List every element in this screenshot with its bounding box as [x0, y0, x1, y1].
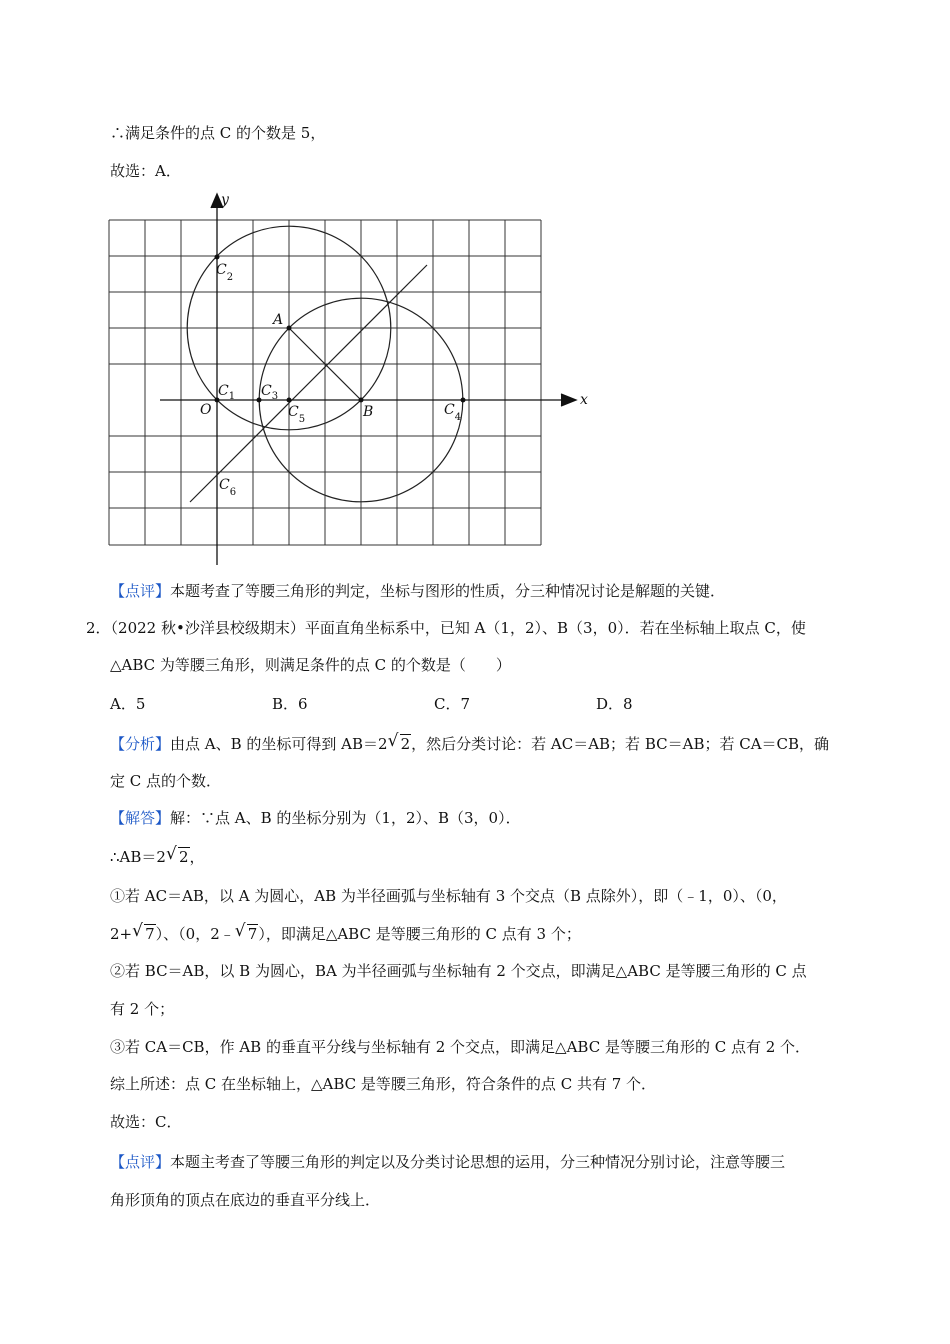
analysis-line1	[110, 733, 829, 755]
label-c1: $C_1$	[218, 383, 236, 402]
label-c6: $C_6$	[219, 477, 237, 498]
label-c3: $C_3$	[261, 383, 279, 402]
axis-y-label: y	[221, 192, 229, 208]
comment2-line2: 角形顶角的顶点在底边的垂直平分线上．	[110, 1191, 381, 1209]
question2-line1: 2．（2022 秋•沙洋县校级期末）平面直角坐标系中，已知 A（1，2）、B（3，0）．若在坐标轴上取点 C，使	[86, 619, 806, 637]
sqrt-symbol: √ 7	[234, 921, 258, 943]
point-c5	[287, 398, 292, 403]
case1-a: 2+	[110, 925, 133, 943]
sqrt-symbol: √ 7	[132, 921, 155, 943]
analysis-post: ，然后分类讨论：若 AC＝AB；若 BC＝AB；若 CA＝CB，确	[411, 735, 830, 753]
point-a	[287, 326, 292, 331]
case2-line2: 有 2 个；	[110, 1000, 175, 1018]
summary-line: 综上所述：点 C 在坐标轴上，△ABC 是等腰三角形，符合条件的点 C 共有 7 个．	[110, 1075, 657, 1093]
label-a: A	[273, 312, 284, 328]
choice-d: D．8	[596, 695, 633, 713]
choice-a: A．5	[110, 695, 146, 713]
comment2-text: 本题主考查了等腰三角形的判定以及分类讨论思想的运用，分三种情况分别讨论，注意等腰三	[170, 1153, 786, 1171]
question2-line2: △ABC 为等腰三角形，则满足条件的点 C 的个数是（ ）	[110, 656, 511, 674]
point-c4	[461, 398, 466, 403]
analysis-pre: 由点 A、B 的坐标可得到 AB＝2	[170, 735, 388, 753]
solution-intro	[110, 807, 521, 829]
analysis-line2: 定 C 点的个数．	[110, 772, 222, 790]
comment1-tag: 【点评】	[110, 582, 171, 600]
label-b: B	[363, 404, 374, 420]
sqrt-radicand: 7	[247, 925, 258, 943]
sqrt-symbol: √ 2	[165, 844, 189, 866]
comment1-text: 本题考查了等腰三角形的判定，坐标与图形的性质，分三种情况讨论是解题的关键．	[170, 582, 726, 600]
case1-line1: ①若 AC＝AB，以 A 为圆心，AB 为半径画弧与坐标轴有 3 个交点（B 点除外），即（﹣1，0）、（0，	[110, 887, 787, 905]
comment1-paragraph	[110, 580, 725, 602]
labels	[200, 192, 588, 498]
case1-c: ），即满足△ABC 是等腰三角形的 C 点有 3 个；	[258, 925, 581, 943]
case1-line2	[110, 923, 581, 945]
solution-tag: 【解答】	[110, 809, 171, 827]
point-c2	[215, 255, 220, 260]
sqrt-radicand: 2	[400, 735, 411, 753]
solution-intro-text: 解：∵点 A、B 的坐标分别为（1，2）、B（3，0）．	[170, 809, 521, 827]
label-c5: $C_5$	[288, 404, 306, 425]
ab-pre: ∴AB＝2	[110, 848, 166, 866]
choice-b: B．6	[272, 695, 308, 713]
axis-x-label: x	[580, 392, 588, 408]
solution-answer: 故选：C．	[110, 1113, 182, 1131]
choice-c: C．7	[434, 695, 471, 713]
axes	[160, 194, 576, 565]
sqrt-symbol: √ 2	[387, 731, 411, 753]
label-c4: $C_4$	[444, 402, 462, 423]
grid	[109, 220, 541, 545]
analysis-tag: 【分析】	[110, 735, 171, 753]
label-c2: $C_2$	[216, 262, 234, 283]
question2-choices	[110, 693, 758, 715]
point-b	[359, 398, 364, 403]
conclusion-text: ∴满足条件的点 C 的个数是 5，	[110, 124, 326, 142]
sqrt-radicand: 7	[145, 925, 155, 943]
case1-b: ）、（0，2﹣	[155, 925, 235, 943]
origin-label: O	[200, 402, 212, 418]
answer-text: 故选：A．	[110, 162, 181, 180]
ab-post: ，	[189, 848, 205, 866]
comment2-tag: 【点评】	[110, 1153, 171, 1171]
case2-line1: ②若 BC＝AB，以 B 为圆心，BA 为半径画弧与坐标轴有 2 个交点，即满足△ABC 是等腰三角形的 C 点	[110, 962, 807, 980]
comment2-line1	[110, 1151, 785, 1173]
sqrt-radicand: 2	[178, 848, 189, 866]
solution-ab	[110, 846, 205, 868]
case3-line: ③若 CA＝CB，作 AB 的垂直平分线与坐标轴有 2 个交点，即满足△ABC 是等腰三角形的 C 点有 2 个．	[110, 1038, 811, 1056]
